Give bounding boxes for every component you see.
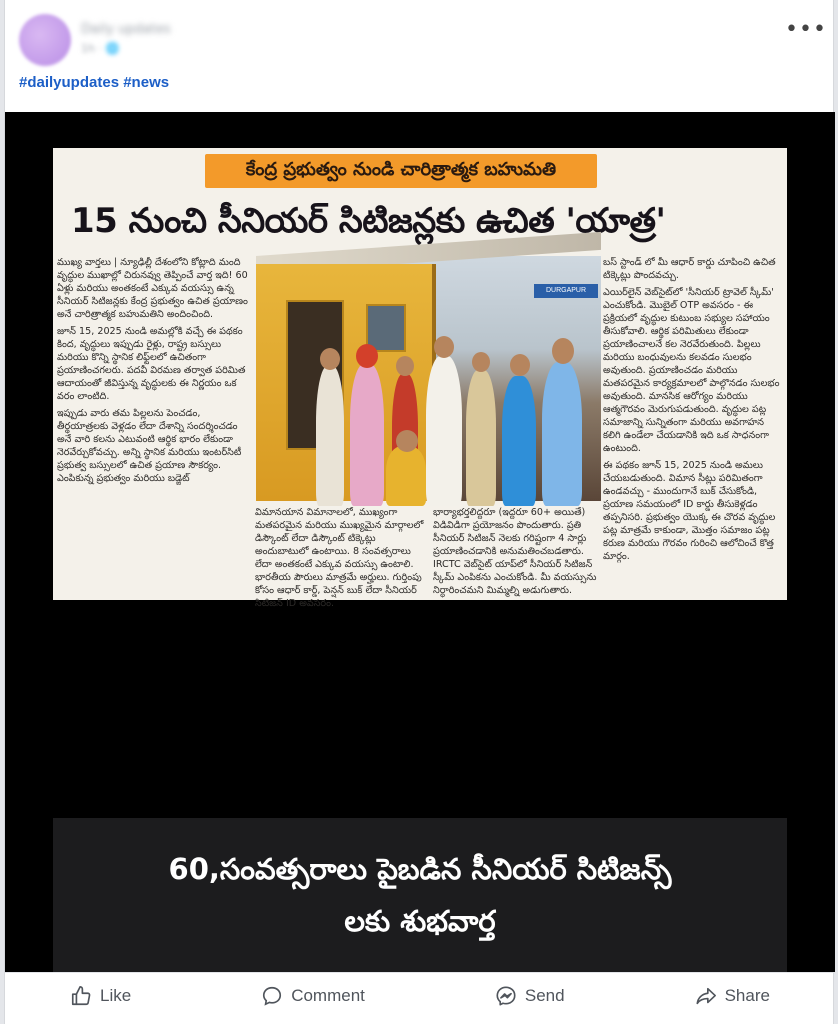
messenger-icon xyxy=(495,985,517,1007)
person xyxy=(386,446,426,506)
author-name[interactable]: Daily updates xyxy=(81,22,171,37)
share-arrow-icon xyxy=(695,985,717,1007)
person xyxy=(502,376,536,506)
article-paragraph: ఎయిర్‌లైన్ వెబ్‌సైట్‌లో 'సీనియర్ ట్రావెల్ స్కీమ్' ఎంచుకోండి. మొబైల్ OTP అవసరం - ఈ ప్రక్రియలో వృద్ధుల కుటుంబ సభ్యుల సహాయం తీసుకోవాలి. ఆర్థిక పరిమితులు లేకుండా ప్రయాణించాలనే కల నెరవేరుతుంది. పిల్లలు మరియు బంధువులను కలవడం సులభం అవుతుంది. ప్రయాణించడం మరియు మతపరమైన కార్యక్రమాలలో పాల్గొనడం సులభం అవుతుంది. మానసిక ఆరోగ్యం మరియు ఆత్మగౌరవం మెరుగుపడుతుంది. వృద్ధుల పట్ల సమాజాన్ని సున్నితంగా మరియు అవగాహన కలిగి ఉండేలా చేయడానికి ఇది ఒక సాధనంగా ఉంటుంది. xyxy=(603,287,780,454)
like-label: Like xyxy=(100,985,132,1005)
more-options-button[interactable]: ••• xyxy=(785,17,827,42)
article-column-bottom-middle: భార్యాభర్తలిద్దరూ (ఇద్దరూ 60+ అయితే) విడివిడిగా ప్రయోజనం పొందుతారు. ప్రతి సీనియర్ సిటిజన్ నెలకు గరిష్టంగా 4 సార్లు ప్రయాణించడానికి అనుమతించబడతారు. IRCTC వెబ్‌సైట్ యాప్‌లో సీనియర్ సిటిజన్ స్కీమ్ ఎంపికను ఎంచుకోండి. మీ వయస్సును నిర్ధారించమని మిమ్మల్ని అడుగుతారు. xyxy=(433,507,597,596)
article-column-bottom-left: విమానయాన విమానాలలో, ముఖ్యంగా మతపరమైన మరియు ముఖ్యమైన మార్గాలలో డిస్కౌంట్ లేదా డిస్కౌంట్ టిక్కెట్లు అందుబాటులో ఉంటాయి. 8 సంవత్సరాలు లేదా అంతకంటే ఎక్కువ వయస్సు ఉంటాలి. భారతీయ పౌరులు మాత్రమే అర్హులు. గుర్తింపు కోసం ఆధార్ కార్డ్, పెన్షన్ బుక్ లేదా సీనియర్ సిటిజన్ ID అవసరం. xyxy=(255,507,424,609)
hashtags xyxy=(19,74,169,91)
person-head xyxy=(320,348,340,370)
share-label: Share xyxy=(724,985,770,1005)
post-header xyxy=(5,0,833,70)
hashtag-news[interactable]: #news xyxy=(123,74,170,91)
article-paragraph: జూన్ 15, 2025 నుండి అమల్లోకి వచ్చే ఈ పథకం కింద, వృద్ధులు ఇప్పుడు రైళ్లు, రాష్ట్ర బస్సులు మరియు కొన్ని స్థానిక లిఫ్ట్‌లలో ఉచితంగా ప్రయాణించగలరు. పదవీ విరమణ తర్వాత పరిమిత ఆదాయంతో జీవిస్తున్న వృద్ధులకు ఈ నిర్ణయం ఒక వరం లాంటిది. xyxy=(57,326,246,402)
post-image[interactable] xyxy=(5,112,835,972)
comment-label: Comment xyxy=(291,985,365,1005)
send-button[interactable] xyxy=(481,979,579,1013)
post-card xyxy=(4,0,834,1024)
newspaper-clipping xyxy=(53,148,787,609)
person-head xyxy=(434,336,454,358)
crowd xyxy=(316,326,606,506)
article-paragraph: ముఖ్య వార్తలు | న్యూఢిల్లీ దేశంలోని కోట్లాది మంది వృద్ధుల ముఖాల్లో చిరునవ్వు తెప్పించే వార్త ఇది! 60 ఏళ్లు మరియు అంతకంటే ఎక్కువ వయస్సు ఉన్న సీనియర్ సిటిజన్లకు కేంద్ర ప్రభుత్వం ఉచిత ప్రయాణం అనే చారిత్రాత్మక బహుమతిని అందించింది. xyxy=(57,257,248,320)
post-meta: 1h · 🌐 xyxy=(81,42,120,55)
person-head xyxy=(396,356,414,376)
like-button[interactable] xyxy=(56,979,145,1013)
article-paragraph: బస్ స్టాండ్ లో మీ ఆధార్ కార్డు చూపించి ఉచిత టిక్కెట్లు పొందవచ్చు. xyxy=(603,257,776,281)
article-paragraph: ఇప్పుడు వారు తమ పిల్లలను పెంచడం, తీర్థయాత్రలకు వెళ్లడం లేదా దేశాన్ని సందర్శించడం అనే వారి కలను ఎటువంటి ఆర్థిక భారం లేకుండా నెరవేర్చుకోవచ్చు. అన్ని స్థానిక మరియు ఇంటర్‌సిటీ ప్రభుత్వ బస్సులలో ఉచిత ప్రయాణ సౌకర్యం. ఎంపికున్న ప్రభుత్వం మరియు బడ్జెట్ xyxy=(57,408,242,484)
article-column-right xyxy=(603,256,783,596)
person xyxy=(350,364,384,506)
thumbs-up-icon xyxy=(70,985,92,1007)
article-paragraph: ఈ పథకం జూన్ 15, 2025 నుండి అమలు చేయబడుతుంది. విమాన సీట్లు పరిమితంగా ఉండవచ్చు - ముందుగానే బుక్ చేసుకోండి, ప్రయాణ సమయంలో ID కార్డు తీసుకెళ్లడం తప్పనిసరి. ప్రభుత్వం యొక్క ఈ చొరవ వృద్ధుల పట్ల మాత్రమే కాకుండా, మొత్తం సమాజం పట్ల కరుణ మరియు గౌరవం గురించి ఆలోచించే కొత్త మార్గం. xyxy=(603,460,776,562)
comment-bubble-icon xyxy=(261,985,283,1007)
share-button[interactable] xyxy=(681,979,784,1013)
caption-line-2: లకు శుభవార్త xyxy=(344,904,496,938)
person-head xyxy=(356,344,378,368)
person-head xyxy=(510,354,530,376)
avatar[interactable] xyxy=(19,14,71,66)
newspaper-kicker: కేంద్ర ప్రభుత్వం నుండి చారిత్రాత్మక బహుమతి xyxy=(205,154,597,188)
article-column-left xyxy=(57,256,253,596)
send-label: Send xyxy=(524,985,565,1005)
person xyxy=(426,356,462,506)
person-head xyxy=(552,338,574,364)
hashtag-dailyupdates[interactable]: #dailyupdates xyxy=(19,74,120,91)
image-caption xyxy=(53,818,787,972)
newspaper-headline: 15 నుంచి సీనియర్ సిటిజన్లకు ఉచిత 'యాత్ర' xyxy=(71,201,666,241)
news-photo xyxy=(256,256,601,501)
person xyxy=(542,362,582,506)
person-head xyxy=(396,430,418,452)
action-bar xyxy=(5,972,835,1018)
person xyxy=(466,370,496,506)
station-sign: DURGAPUR xyxy=(534,284,598,298)
person-head xyxy=(472,352,490,372)
comment-button[interactable] xyxy=(247,979,379,1013)
person xyxy=(316,366,344,506)
caption-line-1: 60,సంవత్సరాలు పైబడిన సీనియర్ సిటిజన్స్ xyxy=(168,852,672,886)
